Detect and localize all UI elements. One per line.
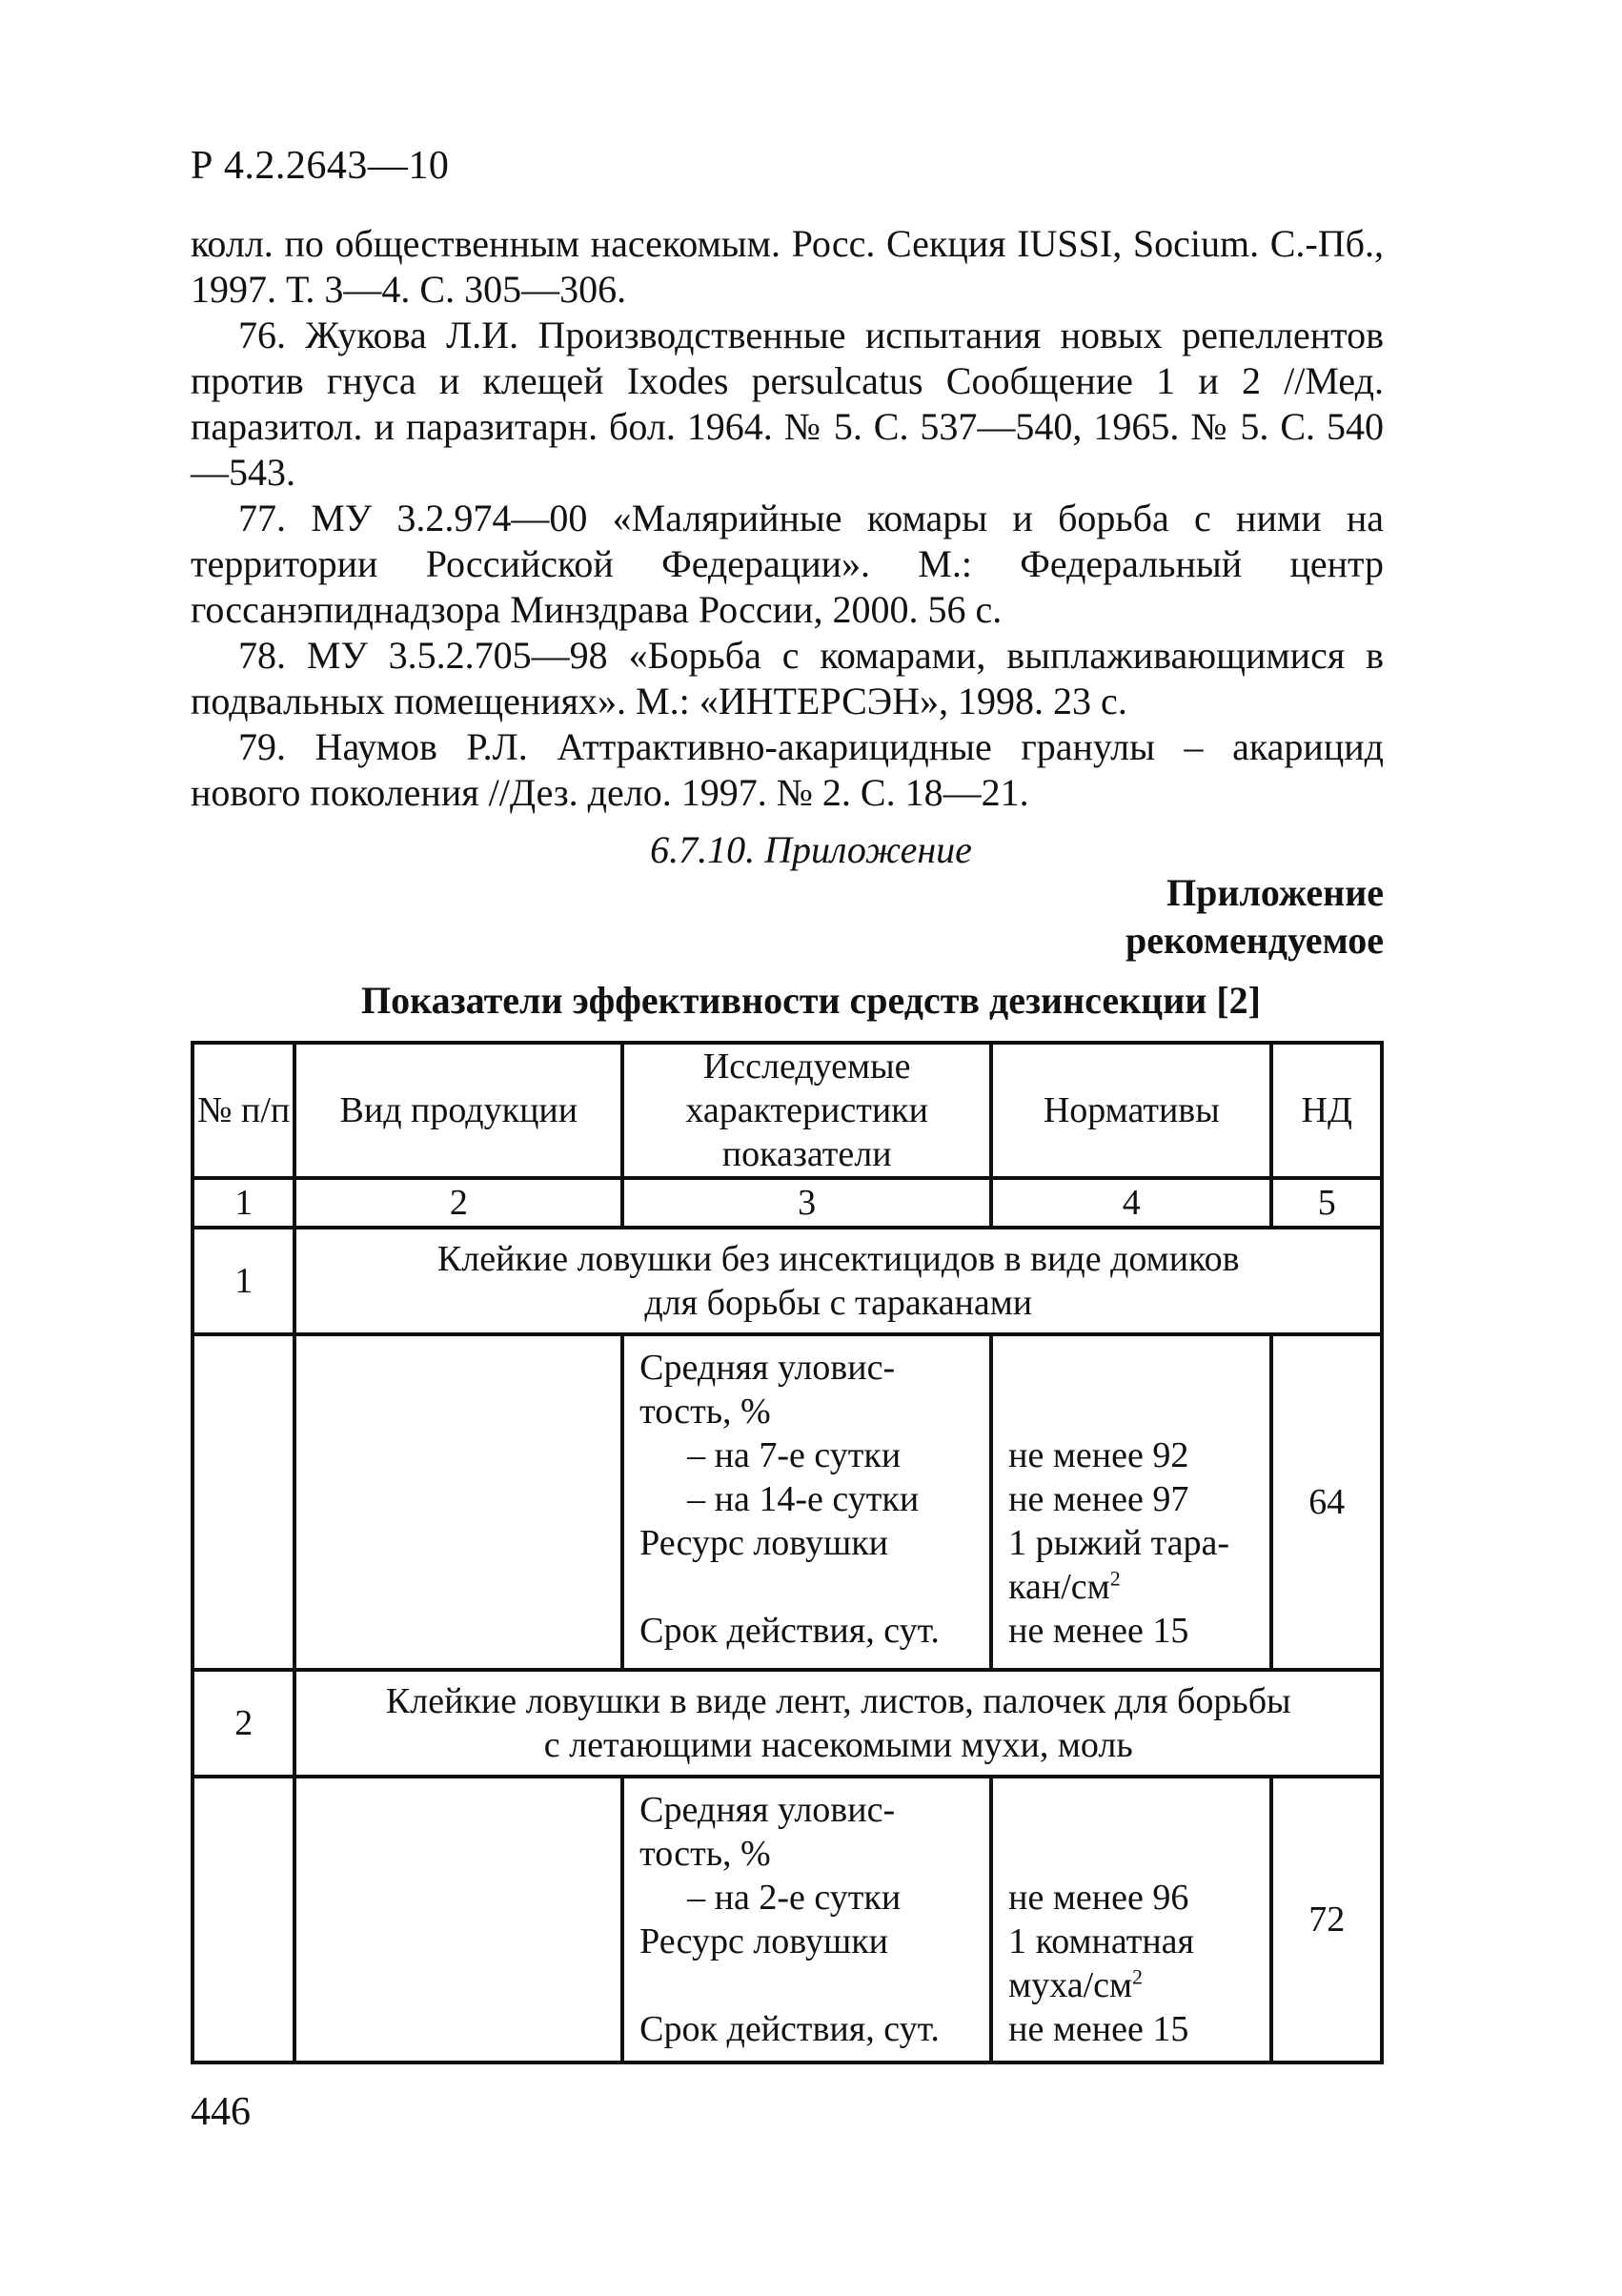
norm-line: не менее 96 [1008, 1878, 1189, 1918]
header-norms: Нормативы [991, 1043, 1271, 1178]
norm-line [1008, 1565, 1254, 1609]
norm-text: кан/см [1008, 1567, 1110, 1607]
appendix-line-1: Приложение [1166, 871, 1384, 914]
references-list [191, 221, 1384, 816]
char-line: тость, % [639, 1834, 771, 1874]
reference-79: 79. Наумов Р.Л. Аттрактивно-акарицидные гранулы – акарицид нового поколения //Дез. дело. 1997. № 2. С. 18—21. [191, 725, 1384, 814]
empty-cell [294, 1777, 622, 2062]
norm-line: не менее 92 [1008, 1435, 1189, 1475]
table-title: Показатели эффективности средств дезинсекции [2] [361, 979, 1261, 1022]
reference-77: 77. МУ 3.2.974—00 «Малярийные комары и борьба с ними на территории Российской Федерации». М.: Федеральный центр госсанэпиднадзора Минздрава России, 2000. 56 с. [191, 497, 1384, 631]
group-title [294, 1670, 1382, 1777]
col-number: 2 [294, 1178, 622, 1228]
superscript: 2 [1132, 1964, 1144, 1989]
norm-line: 1 комнатная [1008, 1921, 1195, 1961]
section-heading: 6.7.10. Приложение [650, 828, 972, 871]
norm-text: муха/см [1008, 1965, 1133, 2005]
table-row [193, 1777, 1382, 2062]
group-num: 1 [193, 1228, 294, 1334]
char-line: Срок действия, сут. [639, 2009, 940, 2049]
empty-cell [193, 1777, 294, 2062]
char-line: Ресурс ловушки [639, 1523, 889, 1563]
group-title [294, 1228, 1382, 1334]
characteristics-cell [622, 1777, 991, 2062]
norms-cell [991, 1777, 1271, 2062]
efficiency-table [191, 1041, 1384, 2064]
group-row-2 [193, 1670, 1382, 1777]
group-title-line: для борьбы с тараканами [644, 1283, 1033, 1323]
group-num: 2 [193, 1670, 294, 1777]
reference-78: 78. МУ 3.5.2.705—98 «Борьба с комарами, выплаживающимися в подвальных помещениях». М.: «ИНТЕРСЭН», 1998. 23 с. [191, 634, 1384, 722]
header-nd: НД [1271, 1043, 1382, 1178]
header-type: Вид продукции [294, 1043, 622, 1178]
nd-cell: 64 [1271, 1334, 1382, 1670]
reference-continuation: колл. по общественным насекомым. Росс. Секция IUSSI, Socium. С.-Пб., 1997. Т. 3—4. С. 305—306. [191, 222, 1384, 311]
table-row [193, 1334, 1382, 1670]
group-row-1 [193, 1228, 1382, 1334]
norm-line: не менее 15 [1008, 2009, 1189, 2049]
col-number: 5 [1271, 1178, 1382, 1228]
appendix-label [1125, 869, 1384, 965]
page-number: 446 [191, 2090, 251, 2134]
table-header-row [193, 1043, 1382, 1178]
nd-cell: 72 [1271, 1777, 1382, 2062]
header-num: № п/п [193, 1043, 294, 1178]
char-line: Ресурс ловушки [639, 1921, 889, 1961]
header-chars: Исследуемые характеристики показатели [622, 1043, 991, 1178]
char-line: тость, % [639, 1392, 771, 1432]
char-line: – на 14-е сутки [687, 1479, 920, 1519]
empty-cell [193, 1334, 294, 1670]
reference-76: 76. Жукова Л.И. Производственные испытания новых репеллентов против гнуса и клещей Ixodes persulcatus Сообщение 1 и 2 //Мед. паразитол. и паразитарн. бол. 1964. № 5. С. 537—540, 1965. № 5. С. 540—543. [191, 314, 1384, 494]
column-number-row [193, 1178, 1382, 1228]
superscript: 2 [1109, 1566, 1121, 1591]
empty-cell [294, 1334, 622, 1670]
characteristics-cell [622, 1334, 991, 1670]
col-number: 3 [622, 1178, 991, 1228]
document-code: Р 4.2.2643—10 [191, 144, 450, 188]
norm-line: не менее 97 [1008, 1479, 1189, 1519]
norm-line [1008, 1963, 1254, 2007]
char-line: Срок действия, сут. [639, 1611, 940, 1651]
norms-cell [991, 1334, 1271, 1670]
char-line: Средняя уловис- [639, 1790, 896, 1830]
group-title-line: Клейкие ловушки в виде лент, листов, палочек для борьбы [385, 1681, 1291, 1721]
norm-line: 1 рыжий тара- [1008, 1523, 1230, 1563]
norm-line: не менее 15 [1008, 1611, 1189, 1651]
col-number: 4 [991, 1178, 1271, 1228]
group-title-line: с летающими насекомыми мухи, моль [543, 1725, 1133, 1765]
group-title-line: Клейкие ловушки без инсектицидов в виде домиков [436, 1239, 1240, 1279]
char-line: Средняя уловис- [639, 1348, 896, 1388]
char-line: – на 7-е сутки [687, 1435, 902, 1475]
appendix-line-2: рекомендуемое [1125, 919, 1384, 962]
char-line: – на 2-е сутки [687, 1878, 902, 1918]
col-number: 1 [193, 1178, 294, 1228]
